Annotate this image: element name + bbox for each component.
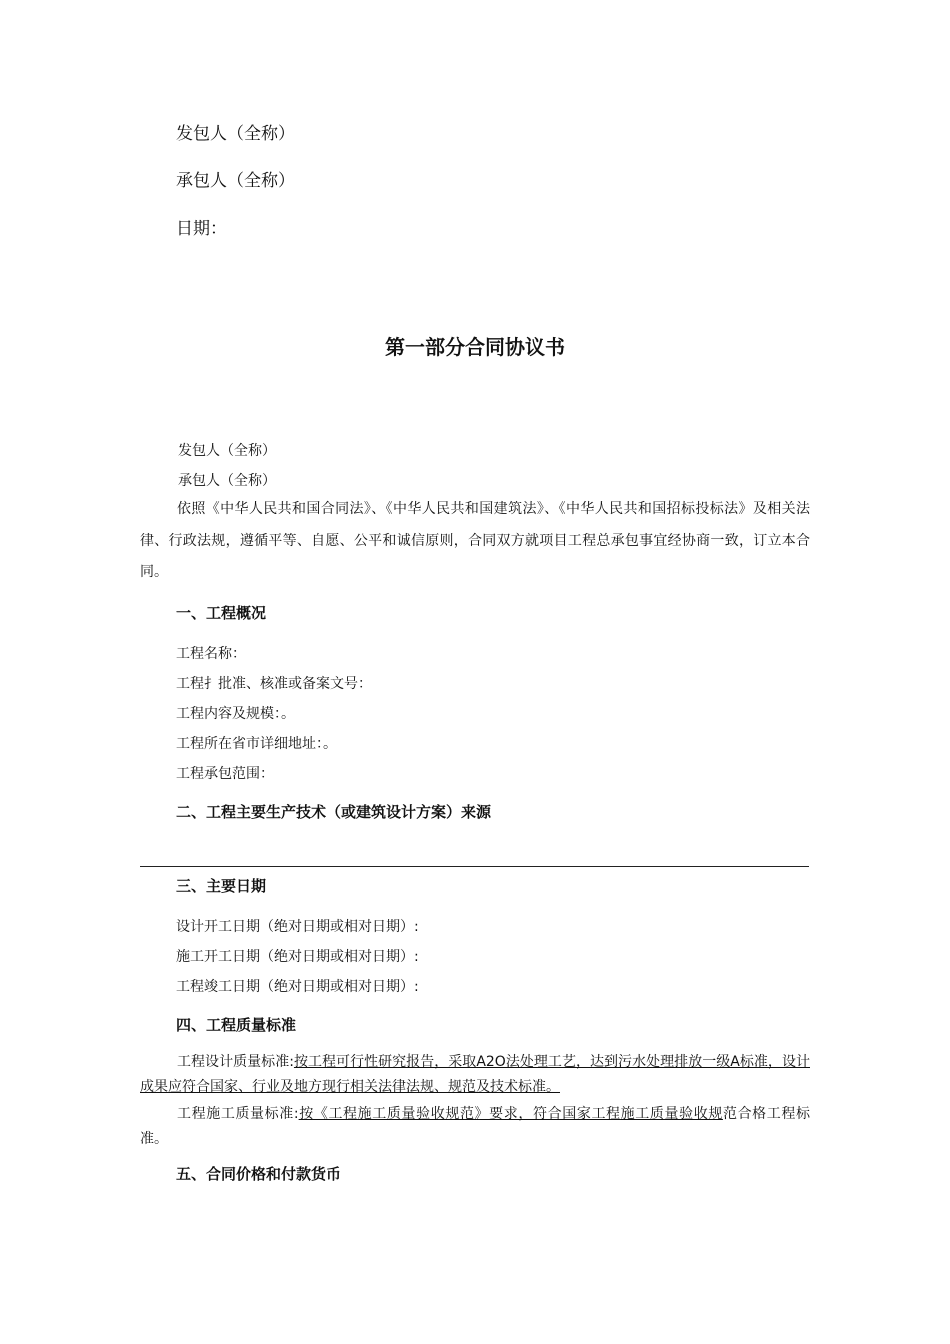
construction-quality-label: 工程施工质量标准: bbox=[177, 1106, 299, 1122]
party-employer: 发包人（全称） bbox=[178, 443, 276, 459]
date-item: 施工开工日期（绝对日期或相对日期）: bbox=[176, 949, 419, 965]
blank-fill-line bbox=[140, 866, 809, 867]
section-heading-dates: 三、主要日期 bbox=[176, 877, 267, 895]
date-item: 工程竣工日期（绝对日期或相对日期）: bbox=[176, 979, 419, 995]
overview-item: 工程扌批准、核准或备案文号： bbox=[176, 676, 372, 692]
section-heading-technology: 二、工程主要生产技术（或建筑设计方案）来源 bbox=[176, 803, 492, 821]
date-item: 设计开工日期（绝对日期或相对日期）: bbox=[176, 919, 419, 935]
overview-item: 工程所在省市详细地址：。 bbox=[176, 736, 337, 752]
cover-employer: 发包人（全称） bbox=[176, 124, 295, 144]
party-contractor: 承包人（全称） bbox=[178, 473, 276, 489]
section-heading-overview: 一、工程概况 bbox=[176, 604, 267, 622]
construction-quality-value-rest: 范合格工程标准。 bbox=[140, 1106, 811, 1147]
overview-item: 工程承包范围： bbox=[176, 766, 274, 782]
section-heading-price: 五、合同价格和付款货币 bbox=[176, 1165, 342, 1183]
cover-date: 日期： bbox=[176, 219, 227, 239]
construction-quality-paragraph bbox=[140, 1102, 810, 1152]
overview-item: 工程名称： bbox=[176, 646, 246, 662]
construction-quality-value-underlined: 按《工程施工质量验收规范》要求，符合国家工程施工质量验收规 bbox=[298, 1106, 723, 1122]
design-quality-value: 按工程可行性研究报告，采取A2O法处理工艺，达到污水处理排放一级A标准，设计成果应符合国家、行业及地方现行相关法律法规、规范及技术标准。 bbox=[140, 1054, 810, 1095]
design-quality-label: 工程设计质量标准: bbox=[177, 1054, 294, 1070]
cover-contractor: 承包人（全称） bbox=[176, 171, 295, 191]
section-heading-quality: 四、工程质量标准 bbox=[176, 1016, 297, 1034]
intro-paragraph: 依照《中华人民共和国合同法》、《中华人民共和国建筑法》、《中华人民共和国招标投标法》及相关法律、行政法规，遵循平等、自愿、公平和诚信原则，合同双方就项目工程总承包事宜经协商一致，订立本合同。 bbox=[140, 501, 810, 580]
overview-item: 工程内容及规模：。 bbox=[176, 706, 295, 722]
document-title: 第一部分合同协议书 bbox=[385, 335, 565, 359]
design-quality-paragraph bbox=[140, 1050, 810, 1100]
